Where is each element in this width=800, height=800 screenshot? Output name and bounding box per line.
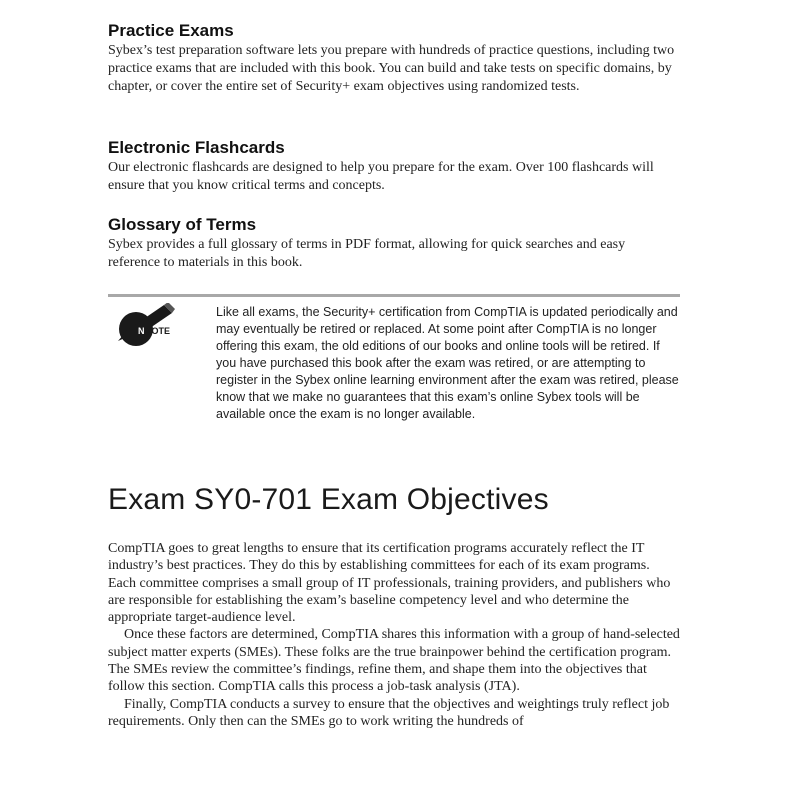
objectives-paragraph: CompTIA goes to great lengths to ensure that its certification programs accurately reflect the IT industry’s best practices. They do this by establishing committees for each of its exam programs. Each committee comprises a small group of IT professionals, training providers, and publishers who are responsible for establishing the exam’s baseline competency level and who determine the appropriate target-audience level.	[108, 541, 671, 626]
note-callout	[108, 294, 680, 444]
objectives-paragraph: Finally, CompTIA conducts a survey to ensure that the objectives and weightings truly reflect job requirements. Only then can the SMEs go to work writing the hundreds of	[108, 696, 670, 729]
section-glossary-of-terms	[108, 214, 680, 272]
objectives-paragraph: Once these factors are determined, CompTIA shares this information with a group of hand-selected subject matter experts (SMEs). These folks are the true brainpower behind the certification program. The SMEs review the committee’s findings, refine them, and shape them into the objectives that follow this section. CompTIA calls this process a job-task analysis (JTA).	[108, 627, 680, 695]
section-body: Our electronic flashcards are designed to help you prepare for the exam. Over 100 flashcards will ensure that you know critical terms and concepts.	[108, 160, 654, 193]
note-icon-label: NOTE	[145, 326, 171, 336]
section-heading: Electronic Flashcards	[108, 138, 285, 157]
note-text: Like all exams, the Security+ certification from CompTIA is updated periodically and may eventually be retired or replaced. At some point after CompTIA is no longer offering this exam, the old editions of our books and online tools will be retired. If you have purchased this book after the exam was retired, or are attempting to register in the Sybex online learning environment after the exam was retired, please know that we make no guarantees that this exam’s online Sybex tools will be available once the exam is no longer available.	[216, 305, 679, 421]
svg-text:N: N	[138, 326, 145, 336]
section-heading: Glossary of Terms	[108, 215, 257, 234]
section-practice-exams	[108, 20, 680, 96]
note-pen-icon	[112, 303, 178, 349]
section-heading: Practice Exams	[108, 21, 234, 40]
section-body: Sybex provides a full glossary of terms in PDF format, allowing for quick searches and easy reference to materials in this book.	[108, 237, 626, 270]
note-divider	[108, 294, 680, 297]
objectives-title: Exam SY0-701 Exam Objectives	[108, 483, 549, 516]
section-body: Sybex’s test preparation software lets you prepare with hundreds of practice questions, including two practice exams that are included with this book. You can build and take tests on specific domains, by chapter, or cover the entire set of Security+ exam objectives using randomized tests.	[108, 43, 675, 94]
section-electronic-flashcards	[108, 137, 680, 195]
objectives-body	[108, 540, 680, 730]
